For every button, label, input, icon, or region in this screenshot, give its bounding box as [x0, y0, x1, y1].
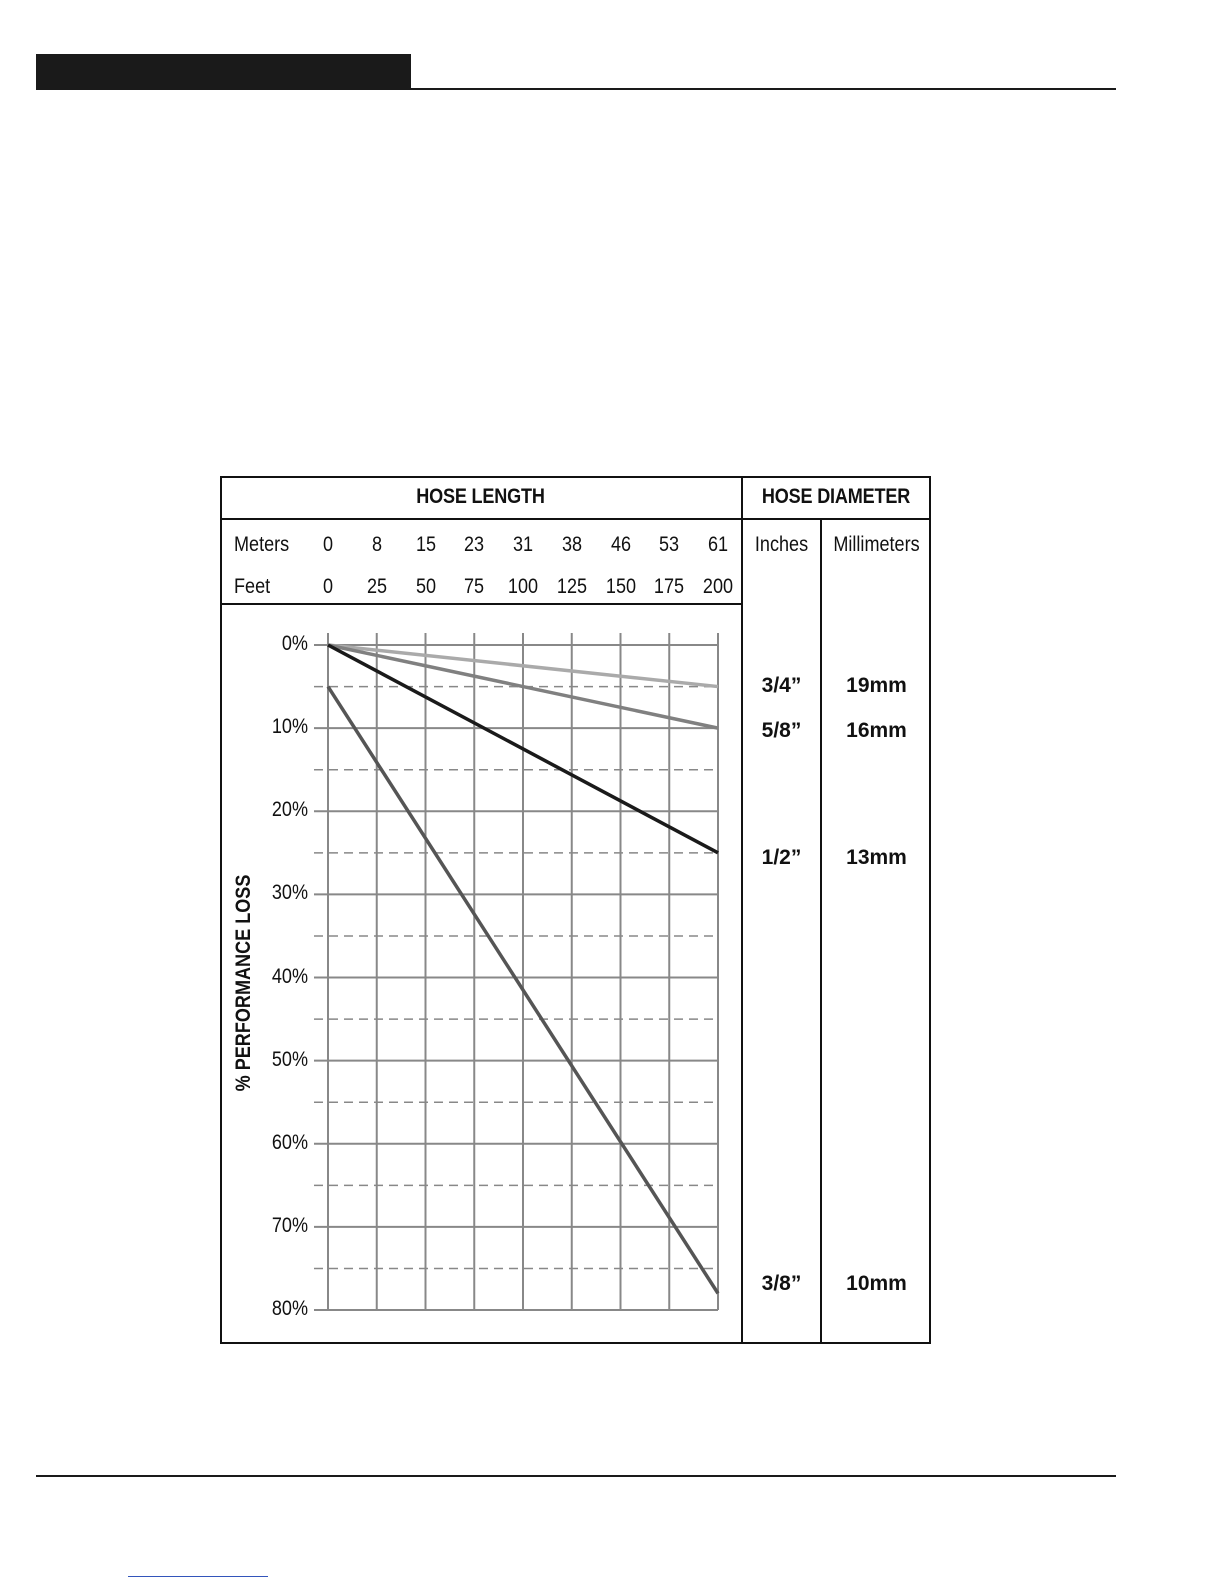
feet-tick: 0: [322, 575, 334, 598]
y-tick-label: 20%: [271, 798, 308, 822]
y-tick-label: 0%: [281, 632, 308, 655]
y-axis-title: % PERFORMANCE LOSS: [232, 874, 255, 1092]
feet-tick: 25: [366, 575, 387, 598]
feet-tick: 175: [654, 575, 685, 598]
feet-tick: 75: [464, 575, 485, 598]
y-tick-label: 80%: [271, 1297, 308, 1320]
mm-value: 10mm: [846, 1272, 907, 1296]
feet-label: Feet: [234, 575, 271, 598]
meters-tick: 23: [464, 533, 485, 556]
meters-tick: 0: [322, 533, 334, 556]
meters-tick: 38: [561, 533, 582, 556]
y-tick-label: 50%: [271, 1047, 308, 1071]
mm-value: 16mm: [846, 719, 907, 743]
meters-tick: 15: [415, 533, 436, 556]
y-tick-label: 10%: [271, 715, 308, 739]
y-tick-label: 60%: [271, 1130, 308, 1154]
feet-tick: 125: [556, 575, 587, 598]
meters-tick: 8: [371, 533, 382, 556]
inches-value: 3/4”: [761, 673, 802, 697]
meters-tick: 53: [659, 533, 680, 556]
millimeters-header: Millimeters: [833, 533, 920, 556]
inches-header: Inches: [754, 533, 809, 556]
meters-label: Meters: [234, 533, 290, 556]
meters-tick: 31: [512, 533, 534, 556]
hose-diameter-header: HOSE DIAMETER: [761, 485, 911, 508]
inches-value: 5/8”: [761, 719, 802, 743]
y-tick-label: 40%: [271, 964, 308, 988]
feet-tick: 200: [702, 575, 734, 598]
inches-value: 3/8”: [761, 1272, 802, 1296]
hose-length-header: HOSE LENGTH: [416, 485, 545, 508]
mm-value: 13mm: [846, 845, 907, 869]
feet-tick: 100: [507, 575, 539, 598]
feet-tick: 50: [415, 575, 436, 598]
feet-tick: 150: [605, 575, 636, 598]
y-tick-label: 70%: [271, 1213, 308, 1237]
mm-value: 19mm: [846, 673, 907, 697]
y-tick-label: 30%: [271, 881, 308, 905]
meters-tick: 46: [610, 533, 631, 556]
inches-value: 1/2”: [761, 845, 802, 869]
meters-tick: 61: [707, 533, 729, 556]
